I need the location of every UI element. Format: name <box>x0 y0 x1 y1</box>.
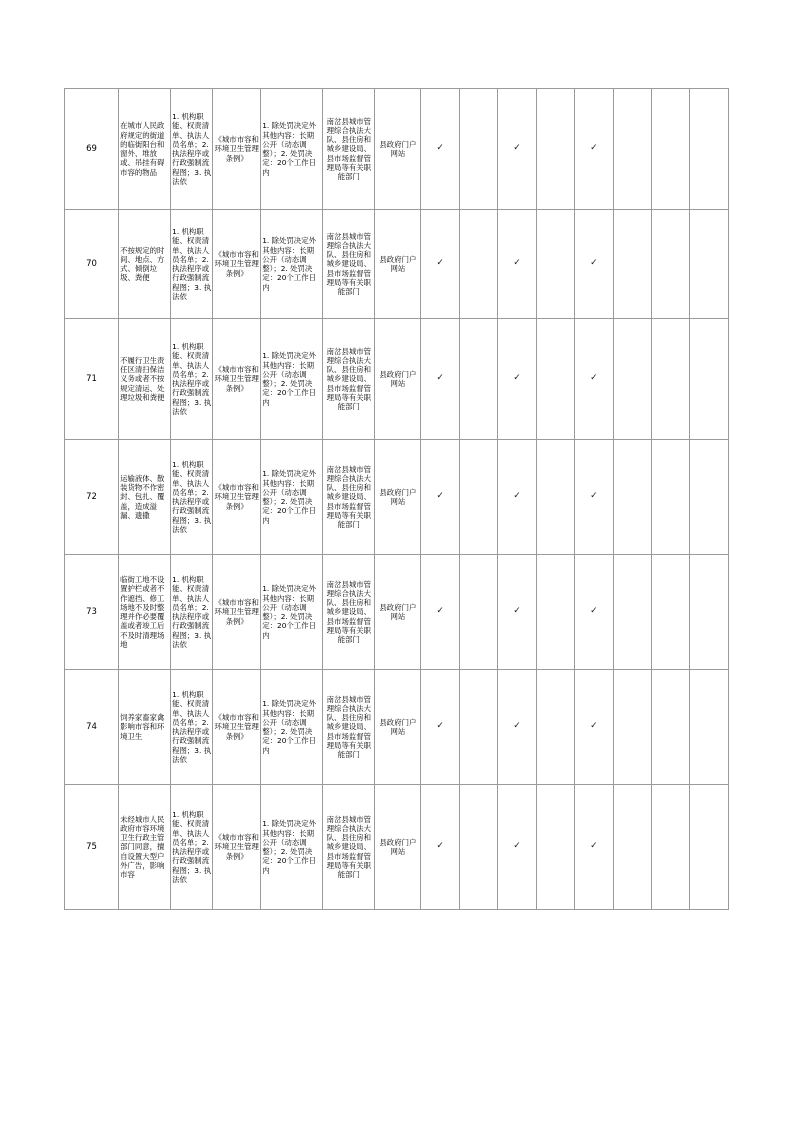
row-mark-8 <box>690 89 729 210</box>
row-number: 75 <box>65 785 119 910</box>
row-mark-4 <box>536 555 574 670</box>
row-mark-8 <box>690 319 729 440</box>
row-mark-6 <box>613 785 651 910</box>
row-mark-4 <box>536 210 574 319</box>
row-item-name: 不按规定的时间、地点、方式、倾倒垃圾、粪便 <box>119 210 171 319</box>
row-mark-7 <box>652 555 690 670</box>
row-number: 72 <box>65 440 119 555</box>
row-basis: 1. 机构职能、权责清单、执法人员名单；2. 执法程序或行政强制流程图；3. 执法依 <box>171 210 213 319</box>
row-basis: 1. 机构职能、权责清单、执法人员名单；2. 执法程序或行政强制流程图；3. 执法依 <box>171 555 213 670</box>
row-mark-6 <box>613 670 651 785</box>
row-department: 南岔县城市管理综合执法大队、县住房和城乡建设局、县市场监督管理局等有关职能部门 <box>323 555 375 670</box>
row-mark-8 <box>690 555 729 670</box>
row-mark-5: ✓ <box>575 440 613 555</box>
row-mark-1: ✓ <box>421 319 459 440</box>
table-row <box>65 555 729 670</box>
row-item-name: 未经城市人民政府市容环境卫生行政主管部门同意，擅自设置大型户外广告，影响市容 <box>119 785 171 910</box>
row-number: 69 <box>65 89 119 210</box>
row-law: 《城市市容和环境卫生管理条例》 <box>213 440 261 555</box>
row-mark-6 <box>613 89 651 210</box>
table-row <box>65 89 729 210</box>
row-mark-7 <box>652 785 690 910</box>
row-mark-5: ✓ <box>575 785 613 910</box>
row-mark-1: ✓ <box>421 210 459 319</box>
row-channel: 县政府门户网站 <box>375 555 421 670</box>
row-number: 73 <box>65 555 119 670</box>
row-basis: 1. 机构职能、权责清单、执法人员名单；2. 执法程序或行政强制流程图；3. 执法依 <box>171 89 213 210</box>
row-basis: 1. 机构职能、权责清单、执法人员名单；2. 执法程序或行政强制流程图；3. 执法依 <box>171 670 213 785</box>
row-law: 《城市市容和环境卫生管理条例》 <box>213 670 261 785</box>
row-mark-3: ✓ <box>498 670 536 785</box>
row-mark-4 <box>536 440 574 555</box>
row-mark-1: ✓ <box>421 670 459 785</box>
table-row <box>65 210 729 319</box>
row-mark-3: ✓ <box>498 555 536 670</box>
row-department: 南岔县城市管理综合执法大队、县住房和城乡建设局、县市场监督管理局等有关职能部门 <box>323 89 375 210</box>
row-mark-7 <box>652 89 690 210</box>
row-mark-5: ✓ <box>575 319 613 440</box>
row-mark-1: ✓ <box>421 785 459 910</box>
row-mark-1: ✓ <box>421 555 459 670</box>
row-item-name: 不履行卫生责任区清扫保洁义务或者不按规定清运、处理垃圾和粪便 <box>119 319 171 440</box>
row-mark-8 <box>690 440 729 555</box>
row-mark-6 <box>613 440 651 555</box>
row-channel: 县政府门户网站 <box>375 670 421 785</box>
row-item-name: 临街工地不设置护栏或者不作遮挡、修工场地不及时整理并作必要覆盖或者竣工后不及时清理场地 <box>119 555 171 670</box>
row-law: 《城市市容和环境卫生管理条例》 <box>213 555 261 670</box>
row-item-name: 饲养家畜家禽影响市容和环境卫生 <box>119 670 171 785</box>
row-department: 南岔县城市管理综合执法大队、县住房和城乡建设局、县市场监督管理局等有关职能部门 <box>323 670 375 785</box>
row-content: 1. 除处罚决定外其他内容：长期公开（动态调整）；2. 处罚决定：20个工作日内 <box>261 440 323 555</box>
row-item-name: 运输液体、散装货物不作密封、包扎、覆盖，造成溢漏、遗撒 <box>119 440 171 555</box>
row-mark-4 <box>536 89 574 210</box>
row-mark-3: ✓ <box>498 210 536 319</box>
row-mark-8 <box>690 670 729 785</box>
row-mark-2 <box>459 555 497 670</box>
row-mark-7 <box>652 670 690 785</box>
row-channel: 县政府门户网站 <box>375 440 421 555</box>
row-channel: 县政府门户网站 <box>375 210 421 319</box>
row-mark-6 <box>613 210 651 319</box>
table-row <box>65 440 729 555</box>
row-channel: 县政府门户网站 <box>375 319 421 440</box>
row-mark-4 <box>536 319 574 440</box>
row-channel: 县政府门户网站 <box>375 89 421 210</box>
table-row <box>65 319 729 440</box>
row-mark-4 <box>536 785 574 910</box>
row-content: 1. 除处罚决定外其他内容：长期公开（动态调整）；2. 处罚决定：20个工作日内 <box>261 555 323 670</box>
row-content: 1. 除处罚决定外其他内容：长期公开（动态调整）；2. 处罚决定：20个工作日内 <box>261 319 323 440</box>
row-department: 南岔县城市管理综合执法大队、县住房和城乡建设局、县市场监督管理局等有关职能部门 <box>323 319 375 440</box>
row-mark-8 <box>690 785 729 910</box>
row-mark-6 <box>613 555 651 670</box>
table-row <box>65 670 729 785</box>
row-mark-3: ✓ <box>498 785 536 910</box>
row-mark-5: ✓ <box>575 89 613 210</box>
row-department: 南岔县城市管理综合执法大队、县住房和城乡建设局、县市场监督管理局等有关职能部门 <box>323 440 375 555</box>
row-department: 南岔县城市管理综合执法大队、县住房和城乡建设局、县市场监督管理局等有关职能部门 <box>323 210 375 319</box>
row-number: 74 <box>65 670 119 785</box>
row-channel: 县政府门户网站 <box>375 785 421 910</box>
disclosure-matrix-table <box>64 88 729 910</box>
row-content: 1. 除处罚决定外其他内容：长期公开（动态调整）；2. 处罚决定：20个工作日内 <box>261 785 323 910</box>
row-mark-2 <box>459 785 497 910</box>
row-mark-7 <box>652 440 690 555</box>
row-mark-2 <box>459 89 497 210</box>
row-mark-5: ✓ <box>575 670 613 785</box>
row-mark-5: ✓ <box>575 210 613 319</box>
row-mark-7 <box>652 210 690 319</box>
row-basis: 1. 机构职能、权责清单、执法人员名单；2. 执法程序或行政强制流程图；3. 执法依 <box>171 319 213 440</box>
row-law: 《城市市容和环境卫生管理条例》 <box>213 785 261 910</box>
row-mark-3: ✓ <box>498 319 536 440</box>
row-mark-3: ✓ <box>498 440 536 555</box>
table-row <box>65 785 729 910</box>
row-mark-7 <box>652 319 690 440</box>
row-content: 1. 除处罚决定外其他内容：长期公开（动态调整）；2. 处罚决定：20个工作日内 <box>261 670 323 785</box>
row-number: 71 <box>65 319 119 440</box>
row-law: 《城市市容和环境卫生管理条例》 <box>213 89 261 210</box>
row-mark-2 <box>459 319 497 440</box>
row-mark-6 <box>613 319 651 440</box>
row-mark-5: ✓ <box>575 555 613 670</box>
row-number: 70 <box>65 210 119 319</box>
row-mark-1: ✓ <box>421 440 459 555</box>
row-item-name: 在城市人民政府规定的街道的临街阳台和窗外、堆放或、吊挂有碍市容的物品 <box>119 89 171 210</box>
row-mark-2 <box>459 670 497 785</box>
row-content: 1. 除处罚决定外其他内容：长期公开（动态调整）；2. 处罚决定：20个工作日内 <box>261 210 323 319</box>
row-content: 1. 除处罚决定外其他内容：长期公开（动态调整）；2. 处罚决定：20个工作日内 <box>261 89 323 210</box>
row-law: 《城市市容和环境卫生管理条例》 <box>213 319 261 440</box>
row-mark-3: ✓ <box>498 89 536 210</box>
row-mark-1: ✓ <box>421 89 459 210</box>
row-law: 《城市市容和环境卫生管理条例》 <box>213 210 261 319</box>
row-mark-8 <box>690 210 729 319</box>
row-mark-2 <box>459 440 497 555</box>
row-mark-2 <box>459 210 497 319</box>
row-basis: 1. 机构职能、权责清单、执法人员名单；2. 执法程序或行政强制流程图；3. 执法依 <box>171 785 213 910</box>
row-basis: 1. 机构职能、权责清单、执法人员名单；2. 执法程序或行政强制流程图；3. 执法依 <box>171 440 213 555</box>
row-mark-4 <box>536 670 574 785</box>
row-department: 南岔县城市管理综合执法大队、县住房和城乡建设局、县市场监督管理局等有关职能部门 <box>323 785 375 910</box>
